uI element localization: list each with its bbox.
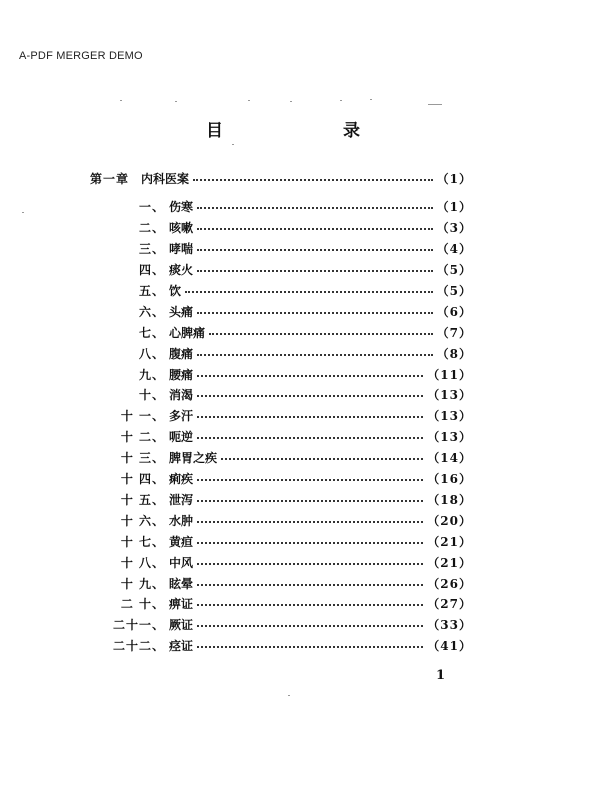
- scan-speck: [370, 99, 372, 100]
- item-label: 饮: [169, 283, 182, 298]
- item-number: 十 八、: [120, 555, 165, 570]
- item-label: 痰火: [169, 262, 194, 277]
- item-number: 十 七、: [120, 534, 165, 549]
- item-page: （26）: [427, 576, 472, 591]
- toc-item-row[interactable]: [110, 636, 472, 654]
- item-number: 十 二、: [120, 429, 165, 444]
- item-page: （4）: [436, 241, 472, 256]
- item-page: （21）: [427, 555, 472, 570]
- item-label: 痉证: [169, 638, 194, 653]
- toc-item-row[interactable]: [110, 574, 472, 592]
- item-page: （16）: [427, 471, 472, 486]
- leader-dots: [209, 333, 433, 335]
- item-number: 四、: [138, 262, 165, 277]
- item-number: 十 四、: [120, 471, 165, 486]
- item-number: 二十二、: [112, 638, 165, 653]
- toc-item-row[interactable]: [110, 448, 472, 466]
- toc-item-row[interactable]: [110, 239, 472, 257]
- item-number: 三、: [138, 241, 165, 256]
- toc-item-row[interactable]: [110, 427, 472, 445]
- item-number: 十 九、: [120, 576, 165, 591]
- leader-dots: [197, 354, 433, 356]
- title-char-2: 录: [343, 121, 360, 141]
- leader-dots: [197, 416, 423, 418]
- page-title: [0, 116, 612, 140]
- item-number: 十 三、: [120, 450, 165, 465]
- toc-item-row[interactable]: [110, 532, 472, 550]
- item-label: 眩晕: [169, 576, 194, 591]
- leader-dots: [197, 625, 423, 627]
- scan-speck: [232, 144, 234, 145]
- item-page: （18）: [427, 492, 472, 507]
- item-page: （14）: [427, 450, 472, 465]
- item-page: （13）: [427, 408, 472, 423]
- scan-speck: [340, 100, 342, 101]
- item-number: 六、: [138, 304, 165, 319]
- leader-dots: [197, 646, 423, 648]
- item-page: （7）: [436, 325, 472, 340]
- scan-speck: [428, 104, 442, 105]
- chapter-label: 内科医案: [141, 171, 190, 186]
- scan-speck: [248, 100, 250, 101]
- item-number: 九、: [138, 367, 165, 382]
- toc-item-row[interactable]: [110, 594, 472, 612]
- item-page: （3）: [436, 220, 472, 235]
- item-label: 脾胃之疾: [169, 450, 218, 465]
- item-label: 厥证: [169, 617, 194, 632]
- item-number: 五、: [138, 283, 165, 298]
- item-page: （1）: [436, 199, 472, 214]
- item-label: 心脾痛: [169, 325, 206, 340]
- toc-item-row[interactable]: [110, 406, 472, 424]
- scan-speck: [175, 101, 177, 102]
- item-number: 二 十、: [120, 596, 165, 611]
- item-page: （21）: [427, 534, 472, 549]
- item-label: 咳嗽: [169, 220, 194, 235]
- item-label: 伤寒: [169, 199, 194, 214]
- item-label: 水肿: [169, 513, 194, 528]
- item-page: （13）: [427, 429, 472, 444]
- toc-chapter-row[interactable]: [90, 169, 472, 187]
- leader-dots: [197, 563, 423, 565]
- item-page: （27）: [427, 596, 472, 611]
- toc-item-row[interactable]: [110, 260, 472, 278]
- item-label: 腰痛: [169, 367, 194, 382]
- leader-dots: [197, 395, 423, 397]
- leader-dots: [193, 179, 433, 181]
- toc-item-row[interactable]: [110, 302, 472, 320]
- leader-dots: [197, 437, 423, 439]
- chapter-page: （1）: [436, 171, 472, 186]
- toc-item-row[interactable]: [110, 323, 472, 341]
- item-page: （13）: [427, 387, 472, 402]
- scan-speck: [288, 695, 290, 696]
- item-number: 十 六、: [120, 513, 165, 528]
- toc-item-row[interactable]: [110, 469, 472, 487]
- item-page: （11）: [427, 367, 472, 382]
- leader-dots: [197, 207, 433, 209]
- toc-item-row[interactable]: [110, 490, 472, 508]
- item-label: 消渴: [169, 387, 194, 402]
- leader-dots: [185, 291, 433, 293]
- leader-dots: [197, 228, 433, 230]
- leader-dots: [197, 542, 423, 544]
- leader-dots: [197, 270, 433, 272]
- leader-dots: [197, 375, 423, 377]
- item-number: 十 一、: [120, 408, 165, 423]
- item-label: 泄泻: [169, 492, 194, 507]
- item-label: 哮喘: [169, 241, 194, 256]
- leader-dots: [221, 458, 423, 460]
- page-number: 1: [436, 668, 446, 683]
- item-number: 八、: [138, 346, 165, 361]
- scan-speck: [120, 100, 122, 101]
- toc-item-row[interactable]: [110, 553, 472, 571]
- item-label: 黄疸: [169, 534, 194, 549]
- item-label: 痹证: [169, 596, 194, 611]
- item-number: 十、: [138, 387, 165, 402]
- item-number: 七、: [138, 325, 165, 340]
- item-page: （33）: [427, 617, 472, 632]
- leader-dots: [197, 521, 423, 523]
- toc-item-row[interactable]: [110, 615, 472, 633]
- leader-dots: [197, 249, 433, 251]
- toc-item-row[interactable]: [110, 511, 472, 529]
- item-label: 腹痛: [169, 346, 194, 361]
- item-label: 痢疾: [169, 471, 194, 486]
- leader-dots: [197, 584, 423, 586]
- item-page: （20）: [427, 513, 472, 528]
- item-page: （6）: [436, 304, 472, 319]
- item-page: （5）: [436, 262, 472, 277]
- item-number: 二、: [138, 220, 165, 235]
- leader-dots: [197, 604, 423, 606]
- item-label: 中风: [169, 555, 194, 570]
- scan-speck: [290, 101, 292, 102]
- title-char-1: 目: [206, 121, 223, 141]
- watermark-text: A-PDF MERGER DEMO: [19, 50, 143, 62]
- item-label: 头痛: [169, 304, 194, 319]
- toc-item-row[interactable]: [110, 385, 472, 403]
- toc-item-row[interactable]: [110, 344, 472, 362]
- leader-dots: [197, 500, 423, 502]
- item-number: 二十一、: [112, 617, 165, 632]
- chapter-number: 第一章: [90, 171, 130, 186]
- item-number: 一、: [138, 199, 165, 214]
- item-page: （5）: [436, 283, 472, 298]
- toc-item-row[interactable]: [110, 218, 472, 236]
- toc-item-row[interactable]: [110, 281, 472, 299]
- leader-dots: [197, 312, 433, 314]
- item-page: （41）: [427, 638, 472, 653]
- item-page: （8）: [436, 346, 472, 361]
- item-label: 多汗: [169, 408, 194, 423]
- scan-speck: [22, 212, 24, 213]
- item-label: 呃逆: [169, 429, 194, 444]
- toc-item-row[interactable]: [110, 365, 472, 383]
- item-number: 十 五、: [120, 492, 165, 507]
- leader-dots: [197, 479, 423, 481]
- toc-item-row[interactable]: [110, 197, 472, 215]
